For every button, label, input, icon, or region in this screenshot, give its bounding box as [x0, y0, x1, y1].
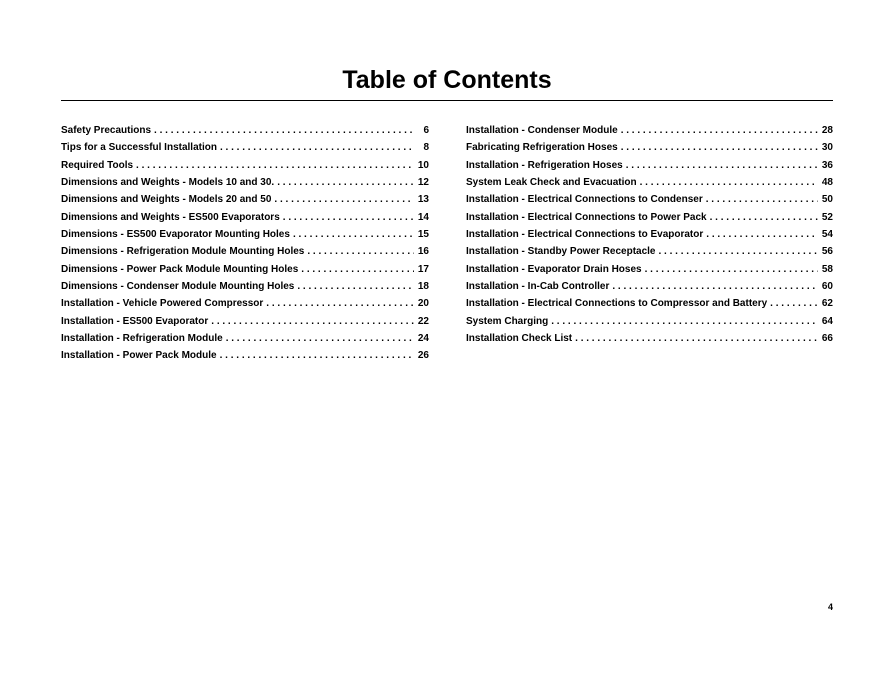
toc-entry[interactable] [466, 278, 833, 295]
toc-entry-page: 60 [821, 281, 833, 293]
toc-entry-label: Installation - Condenser Module [466, 125, 618, 136]
dot-leader [575, 330, 818, 347]
toc-entry-page: 10 [417, 159, 429, 171]
toc-entry[interactable] [466, 226, 833, 243]
dot-leader [706, 226, 818, 243]
dot-leader [621, 139, 818, 156]
dot-leader [307, 243, 414, 260]
dot-leader [301, 261, 414, 278]
dot-leader [612, 278, 818, 295]
dot-leader [293, 226, 414, 243]
toc-entry-label: Dimensions - Condenser Module Mounting Holes [61, 281, 295, 293]
toc-entry-label: Installation - Refrigeration Module [61, 333, 223, 345]
toc-entry-label: Installation - ES500 Evaporator [61, 315, 209, 327]
dot-leader [645, 261, 818, 278]
dot-leader [297, 278, 414, 295]
dot-leader [640, 174, 818, 191]
toc-entry[interactable] [466, 243, 833, 260]
toc-entry[interactable] [466, 330, 833, 347]
dot-leader [136, 157, 414, 174]
toc-entry-label: Installation Check List [466, 333, 573, 345]
toc-entry-page: 26 [417, 350, 429, 362]
toc-entry-page: 15 [417, 229, 429, 241]
toc-entry[interactable] [466, 295, 833, 312]
toc-entry-page: 22 [417, 315, 429, 327]
toc-entry-label: Installation - Power Pack Module [61, 350, 217, 362]
toc-entry[interactable] [61, 174, 429, 191]
dot-leader [621, 122, 818, 139]
toc-entry-page: 12 [417, 177, 429, 189]
toc-entry-label: Fabricating Refrigeration Hoses [466, 142, 618, 154]
dot-leader [551, 313, 818, 330]
toc-entry-page: 66 [821, 333, 833, 345]
toc-entry-page: 18 [417, 281, 429, 293]
toc-entry-label: Required Tools [61, 159, 134, 171]
toc-entry[interactable] [61, 278, 429, 295]
dot-leader [226, 330, 414, 347]
toc-entry-label: Installation - Electrical Connections to Condenser [466, 194, 703, 206]
dot-leader [277, 174, 414, 191]
toc-entry-label: Tips for a Successful Installation [61, 142, 217, 154]
toc-entry-label: Installation - Electrical Connections to Compressor and Battery [466, 298, 768, 310]
toc-entry-page: 28 [821, 125, 833, 136]
toc-entry-page: 14 [417, 211, 429, 223]
toc-entry-page: 20 [417, 298, 429, 310]
dot-leader [626, 157, 818, 174]
toc-entry[interactable] [61, 122, 429, 139]
toc-entry[interactable] [466, 139, 833, 156]
dot-leader [211, 313, 414, 330]
toc-entry-label: Dimensions - Refrigeration Module Mounting Holes [61, 246, 305, 258]
toc-entry[interactable] [61, 209, 429, 226]
toc-entry-label: Installation - In-Cab Controller [466, 281, 610, 293]
toc-entry-page: 6 [423, 125, 429, 136]
toc-entry-page: 64 [821, 315, 833, 327]
dot-leader [770, 295, 818, 312]
toc-entry-page: 30 [821, 142, 833, 154]
toc-entry-label: Dimensions - Power Pack Module Mounting Holes [61, 263, 299, 275]
toc-entry-page: 36 [821, 159, 833, 171]
toc-left-column [61, 122, 429, 365]
toc-entry[interactable] [466, 122, 833, 139]
toc-entry-page: 52 [821, 211, 833, 223]
dot-leader [154, 122, 414, 139]
dot-leader [283, 209, 414, 226]
toc-entry-label: Dimensions and Weights - ES500 Evaporators [61, 211, 280, 223]
toc-entry-page: 13 [417, 194, 429, 206]
toc-entry-label: Dimensions and Weights - Models 20 and 50 [61, 194, 272, 206]
dot-leader [706, 191, 818, 208]
toc-entry-page: 58 [821, 263, 833, 275]
toc-entry-label: Dimensions and Weights - Models 10 and 30. [61, 177, 275, 189]
toc-entry-label: Dimensions - ES500 Evaporator Mounting Holes [61, 229, 290, 241]
toc-entry[interactable] [61, 191, 429, 208]
toc-entry[interactable] [61, 139, 429, 156]
title-divider [61, 100, 833, 101]
toc-entry[interactable] [466, 313, 833, 330]
toc-entry[interactable] [61, 347, 429, 364]
page-number: 4 [827, 602, 833, 612]
page-title: Table of Contents [342, 66, 552, 94]
dot-leader [220, 347, 414, 364]
toc-entry-page: 62 [821, 298, 833, 310]
toc-entry[interactable] [61, 261, 429, 278]
toc-entry-page: 17 [417, 263, 429, 275]
toc-entry-label: System Leak Check and Evacuation [466, 177, 637, 189]
toc-right-column [466, 122, 833, 347]
toc-entry-page: 24 [417, 333, 429, 345]
toc-entry-page: 50 [821, 194, 833, 206]
toc-entry[interactable] [61, 157, 429, 174]
dot-leader [710, 209, 818, 226]
toc-entry[interactable] [61, 313, 429, 330]
toc-entry-label: Safety Precautions [61, 125, 152, 136]
toc-entry[interactable] [466, 261, 833, 278]
dot-leader [266, 295, 414, 312]
toc-entry-page: 8 [423, 142, 429, 154]
toc-entry[interactable] [61, 226, 429, 243]
toc-entry-page: 48 [821, 177, 833, 189]
toc-entry-page: 54 [821, 229, 833, 241]
toc-entry-page: 16 [417, 246, 429, 258]
toc-entry-label: Installation - Vehicle Powered Compressor [61, 298, 264, 310]
toc-entry[interactable] [466, 174, 833, 191]
toc-entry[interactable] [466, 191, 833, 208]
toc-entry-label: Installation - Electrical Connections to Power Pack [466, 211, 707, 223]
toc-entry-page: 56 [821, 246, 833, 258]
toc-entry[interactable] [61, 295, 429, 312]
toc-entry-label: Installation - Refrigeration Hoses [466, 159, 623, 171]
toc-entry-label: System Charging [466, 315, 549, 327]
toc-entry-label: Installation - Electrical Connections to Evaporator [466, 229, 704, 241]
toc-entry[interactable] [466, 157, 833, 174]
toc-entry-label: Installation - Standby Power Receptacle [466, 246, 656, 258]
toc-entry[interactable] [61, 330, 429, 347]
toc-entry[interactable] [61, 243, 429, 260]
dot-leader [659, 243, 819, 260]
dot-leader [274, 191, 414, 208]
toc-entry[interactable] [466, 209, 833, 226]
toc-entry-label: Installation - Evaporator Drain Hoses [466, 263, 642, 275]
dot-leader [220, 139, 414, 156]
